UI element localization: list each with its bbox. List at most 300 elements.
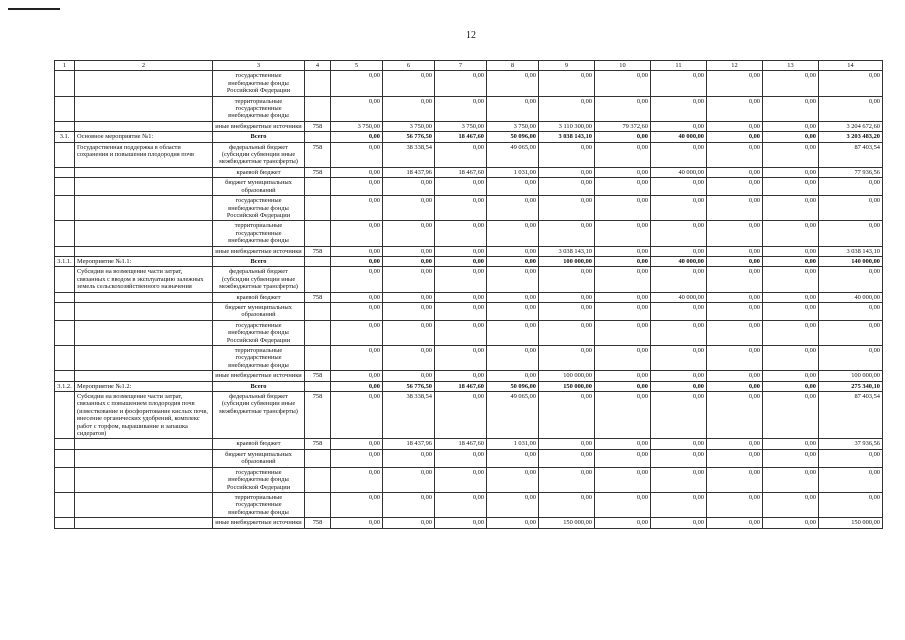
value-cell: 0,00 xyxy=(383,178,435,196)
value-cell: 0,00 xyxy=(539,178,595,196)
row-name xyxy=(75,178,213,196)
value-cell: 0,00 xyxy=(435,292,487,302)
table-row xyxy=(55,96,883,121)
row-kbk xyxy=(305,178,331,196)
value-cell: 0,00 xyxy=(819,71,883,96)
col-header: 10 xyxy=(595,61,651,71)
value-cell: 0,00 xyxy=(707,346,763,371)
row-kbk: 758 xyxy=(305,246,331,256)
value-cell: 0,00 xyxy=(435,346,487,371)
value-cell: 50 096,00 xyxy=(487,132,539,142)
value-cell: 0,00 xyxy=(539,392,595,439)
row-name xyxy=(75,518,213,528)
value-cell: 0,00 xyxy=(595,96,651,121)
value-cell: 0,00 xyxy=(763,132,819,142)
value-cell: 0,00 xyxy=(487,292,539,302)
table-row xyxy=(55,178,883,196)
value-cell: 0,00 xyxy=(487,71,539,96)
value-cell: 0,00 xyxy=(763,221,819,246)
value-cell: 0,00 xyxy=(707,492,763,517)
row-kbk: 758 xyxy=(305,371,331,381)
value-cell: 0,00 xyxy=(819,467,883,492)
row-code: 3.1. xyxy=(55,132,75,142)
row-kbk: 758 xyxy=(305,121,331,131)
value-cell: 0,00 xyxy=(383,196,435,221)
value-cell: 0,00 xyxy=(651,392,707,439)
row-kbk xyxy=(305,267,331,292)
col-header: 6 xyxy=(383,61,435,71)
value-cell: 0,00 xyxy=(595,492,651,517)
table-row xyxy=(55,518,883,528)
value-cell: 0,00 xyxy=(707,302,763,320)
value-cell: 0,00 xyxy=(819,178,883,196)
table-row xyxy=(55,302,883,320)
row-name: Мероприятие №1.1: xyxy=(75,256,213,266)
value-cell: 150 000,00 xyxy=(539,518,595,528)
col-header: 3 xyxy=(213,61,305,71)
value-cell: 0,00 xyxy=(435,467,487,492)
funding-source: иные внебюджетные источники xyxy=(213,518,305,528)
value-cell: 3 750,00 xyxy=(435,121,487,131)
value-cell: 0,00 xyxy=(595,439,651,449)
row-code xyxy=(55,492,75,517)
value-cell: 0,00 xyxy=(383,449,435,467)
value-cell: 0,00 xyxy=(763,256,819,266)
value-cell: 0,00 xyxy=(383,71,435,96)
value-cell: 0,00 xyxy=(819,196,883,221)
value-cell: 0,00 xyxy=(819,221,883,246)
value-cell: 0,00 xyxy=(707,392,763,439)
value-cell: 0,00 xyxy=(595,346,651,371)
row-kbk xyxy=(305,96,331,121)
page-number: 12 xyxy=(466,30,476,41)
row-kbk xyxy=(305,132,331,142)
value-cell: 0,00 xyxy=(539,302,595,320)
value-cell: 0,00 xyxy=(763,246,819,256)
value-cell: 0,00 xyxy=(487,267,539,292)
funding-source: государственные внебюджетные фонды Российской Федерации xyxy=(213,196,305,221)
value-cell: 0,00 xyxy=(707,196,763,221)
row-code xyxy=(55,439,75,449)
funding-source: краевой бюджет xyxy=(213,167,305,177)
value-cell: 0,00 xyxy=(383,221,435,246)
value-cell: 0,00 xyxy=(819,449,883,467)
funding-source: бюджет муниципальных образований xyxy=(213,178,305,196)
table-row xyxy=(55,346,883,371)
value-cell: 0,00 xyxy=(595,392,651,439)
funding-source: федеральный бюджет (субсидии субвенции иные межбюджетные трансферты) xyxy=(213,267,305,292)
value-cell: 56 776,50 xyxy=(383,132,435,142)
value-cell: 0,00 xyxy=(435,96,487,121)
value-cell: 79 372,60 xyxy=(595,121,651,131)
row-code xyxy=(55,167,75,177)
row-name xyxy=(75,302,213,320)
value-cell: 0,00 xyxy=(435,267,487,292)
value-cell: 0,00 xyxy=(595,167,651,177)
value-cell: 0,00 xyxy=(651,302,707,320)
value-cell: 0,00 xyxy=(651,267,707,292)
row-code xyxy=(55,467,75,492)
row-code xyxy=(55,246,75,256)
funding-source: бюджет муниципальных образований xyxy=(213,449,305,467)
value-cell: 0,00 xyxy=(707,121,763,131)
value-cell: 0,00 xyxy=(763,346,819,371)
value-cell: 0,00 xyxy=(487,371,539,381)
value-cell: 0,00 xyxy=(435,492,487,517)
value-cell: 38 338,54 xyxy=(383,392,435,439)
value-cell: 0,00 xyxy=(331,292,383,302)
header-row xyxy=(55,61,883,71)
value-cell: 0,00 xyxy=(435,142,487,167)
row-name xyxy=(75,246,213,256)
row-kbk xyxy=(305,467,331,492)
value-cell: 0,00 xyxy=(331,256,383,266)
row-kbk xyxy=(305,320,331,345)
value-cell: 0,00 xyxy=(819,96,883,121)
value-cell: 18 467,60 xyxy=(435,439,487,449)
value-cell: 0,00 xyxy=(763,371,819,381)
value-cell: 0,00 xyxy=(539,467,595,492)
value-cell: 40 000,00 xyxy=(819,292,883,302)
value-cell: 0,00 xyxy=(383,246,435,256)
value-cell: 0,00 xyxy=(539,449,595,467)
value-cell: 49 065,00 xyxy=(487,392,539,439)
table-row xyxy=(55,132,883,142)
funding-source: государственные внебюджетные фонды Российской Федерации xyxy=(213,320,305,345)
value-cell: 50 096,00 xyxy=(487,381,539,391)
row-name: Основное мероприятие №1: xyxy=(75,132,213,142)
value-cell: 0,00 xyxy=(707,132,763,142)
value-cell: 0,00 xyxy=(487,178,539,196)
col-header: 5 xyxy=(331,61,383,71)
value-cell: 0,00 xyxy=(707,246,763,256)
value-cell: 0,00 xyxy=(651,492,707,517)
value-cell: 3 750,00 xyxy=(383,121,435,131)
funding-source: иные внебюджетные источники xyxy=(213,121,305,131)
value-cell: 87 403,54 xyxy=(819,392,883,439)
row-name xyxy=(75,492,213,517)
value-cell: 0,00 xyxy=(539,292,595,302)
value-cell: 0,00 xyxy=(707,467,763,492)
value-cell: 150 000,00 xyxy=(539,381,595,391)
value-cell: 0,00 xyxy=(819,267,883,292)
value-cell: 0,00 xyxy=(819,320,883,345)
value-cell: 0,00 xyxy=(331,196,383,221)
row-kbk xyxy=(305,302,331,320)
value-cell: 0,00 xyxy=(383,346,435,371)
value-cell: 0,00 xyxy=(487,346,539,371)
value-cell: 0,00 xyxy=(435,256,487,266)
funding-source: территориальные государственные внебюджетные фонды xyxy=(213,346,305,371)
value-cell: 0,00 xyxy=(707,381,763,391)
value-cell: 0,00 xyxy=(651,467,707,492)
value-cell: 0,00 xyxy=(763,121,819,131)
value-cell: 0,00 xyxy=(595,178,651,196)
value-cell: 0,00 xyxy=(651,178,707,196)
row-kbk: 758 xyxy=(305,439,331,449)
row-name: Мероприятие №1.2: xyxy=(75,381,213,391)
top-rule xyxy=(8,8,60,10)
row-kbk: 758 xyxy=(305,518,331,528)
value-cell: 0,00 xyxy=(539,196,595,221)
row-code xyxy=(55,121,75,131)
table-row xyxy=(55,292,883,302)
row-kbk xyxy=(305,346,331,371)
value-cell: 18 437,96 xyxy=(383,439,435,449)
row-kbk xyxy=(305,256,331,266)
value-cell: 40 000,00 xyxy=(651,167,707,177)
table-row xyxy=(55,121,883,131)
value-cell: 0,00 xyxy=(651,121,707,131)
value-cell: 40 000,00 xyxy=(651,256,707,266)
value-cell: 100 000,00 xyxy=(819,371,883,381)
row-name xyxy=(75,71,213,96)
value-cell: 0,00 xyxy=(487,320,539,345)
value-cell: 0,00 xyxy=(707,256,763,266)
value-cell: 3 750,00 xyxy=(487,121,539,131)
value-cell: 0,00 xyxy=(595,256,651,266)
row-name xyxy=(75,449,213,467)
value-cell: 0,00 xyxy=(331,302,383,320)
value-cell: 0,00 xyxy=(651,439,707,449)
value-cell: 0,00 xyxy=(331,392,383,439)
table-row xyxy=(55,392,883,439)
value-cell: 0,00 xyxy=(539,221,595,246)
col-header: 14 xyxy=(819,61,883,71)
value-cell: 0,00 xyxy=(595,371,651,381)
row-kbk xyxy=(305,221,331,246)
value-cell: 0,00 xyxy=(487,221,539,246)
value-cell: 0,00 xyxy=(595,449,651,467)
value-cell: 40 000,00 xyxy=(651,132,707,142)
row-kbk xyxy=(305,381,331,391)
funding-source: Всего xyxy=(213,132,305,142)
row-code xyxy=(55,292,75,302)
row-code: 3.1.1. xyxy=(55,256,75,266)
value-cell: 140 000,00 xyxy=(819,256,883,266)
value-cell: 0,00 xyxy=(331,246,383,256)
value-cell: 0,00 xyxy=(595,246,651,256)
value-cell: 3 203 483,20 xyxy=(819,132,883,142)
value-cell: 18 467,60 xyxy=(435,167,487,177)
value-cell: 0,00 xyxy=(595,467,651,492)
value-cell: 0,00 xyxy=(383,256,435,266)
value-cell: 0,00 xyxy=(651,518,707,528)
funding-source: иные внебюджетные источники xyxy=(213,371,305,381)
value-cell: 18 467,60 xyxy=(435,381,487,391)
value-cell: 0,00 xyxy=(331,167,383,177)
value-cell: 0,00 xyxy=(383,302,435,320)
row-code xyxy=(55,178,75,196)
value-cell: 0,00 xyxy=(539,492,595,517)
value-cell: 0,00 xyxy=(435,302,487,320)
row-code xyxy=(55,71,75,96)
funding-source: территориальные государственные внебюджетные фонды xyxy=(213,492,305,517)
value-cell: 0,00 xyxy=(435,518,487,528)
value-cell: 0,00 xyxy=(763,196,819,221)
value-cell: 0,00 xyxy=(383,96,435,121)
value-cell: 0,00 xyxy=(763,320,819,345)
value-cell: 0,00 xyxy=(331,371,383,381)
row-kbk: 758 xyxy=(305,142,331,167)
col-header: 4 xyxy=(305,61,331,71)
row-code xyxy=(55,302,75,320)
value-cell: 0,00 xyxy=(383,292,435,302)
value-cell: 0,00 xyxy=(707,439,763,449)
value-cell: 0,00 xyxy=(707,320,763,345)
row-name xyxy=(75,346,213,371)
value-cell: 0,00 xyxy=(651,449,707,467)
row-kbk xyxy=(305,196,331,221)
table-row xyxy=(55,449,883,467)
value-cell: 0,00 xyxy=(383,492,435,517)
row-code xyxy=(55,371,75,381)
value-cell: 0,00 xyxy=(331,518,383,528)
funding-source: Всего xyxy=(213,381,305,391)
funding-source: бюджет муниципальных образований xyxy=(213,302,305,320)
value-cell: 100 000,00 xyxy=(539,371,595,381)
value-cell: 0,00 xyxy=(539,320,595,345)
table-row xyxy=(55,439,883,449)
table-row xyxy=(55,246,883,256)
funding-source: федеральный бюджет (субсидии субвенции иные межбюджетные трансферты) xyxy=(213,142,305,167)
value-cell: 0,00 xyxy=(651,371,707,381)
value-cell: 0,00 xyxy=(595,71,651,96)
value-cell: 0,00 xyxy=(595,142,651,167)
value-cell: 0,00 xyxy=(819,302,883,320)
value-cell: 0,00 xyxy=(487,518,539,528)
row-code xyxy=(55,518,75,528)
value-cell: 0,00 xyxy=(331,178,383,196)
value-cell: 0,00 xyxy=(763,439,819,449)
col-header: 12 xyxy=(707,61,763,71)
table-row xyxy=(55,167,883,177)
funding-source: иные внебюджетные источники xyxy=(213,246,305,256)
value-cell: 0,00 xyxy=(539,71,595,96)
row-code xyxy=(55,267,75,292)
table-row xyxy=(55,381,883,391)
row-code xyxy=(55,96,75,121)
col-header: 2 xyxy=(75,61,213,71)
value-cell: 0,00 xyxy=(763,96,819,121)
value-cell: 37 936,56 xyxy=(819,439,883,449)
value-cell: 0,00 xyxy=(651,71,707,96)
value-cell: 0,00 xyxy=(707,371,763,381)
value-cell: 0,00 xyxy=(383,371,435,381)
value-cell: 0,00 xyxy=(763,267,819,292)
value-cell: 0,00 xyxy=(487,96,539,121)
value-cell: 0,00 xyxy=(539,267,595,292)
value-cell: 0,00 xyxy=(487,256,539,266)
row-kbk: 758 xyxy=(305,392,331,439)
value-cell: 0,00 xyxy=(763,392,819,439)
value-cell: 0,00 xyxy=(651,96,707,121)
value-cell: 0,00 xyxy=(595,518,651,528)
value-cell: 3 038 143,10 xyxy=(539,246,595,256)
value-cell: 0,00 xyxy=(707,221,763,246)
value-cell: 1 031,00 xyxy=(487,167,539,177)
value-cell: 0,00 xyxy=(651,142,707,167)
table-row xyxy=(55,142,883,167)
value-cell: 18 437,96 xyxy=(383,167,435,177)
value-cell: 0,00 xyxy=(331,449,383,467)
value-cell: 56 776,50 xyxy=(383,381,435,391)
value-cell: 150 000,00 xyxy=(819,518,883,528)
funding-source: государственные внебюджетные фонды Российской Федерации xyxy=(213,467,305,492)
value-cell: 0,00 xyxy=(331,381,383,391)
value-cell: 0,00 xyxy=(763,467,819,492)
row-name: Субсидии на возмещение части затрат, связанных с вводом в эксплуатацию залежных земель сельскохозяйственного назначения xyxy=(75,267,213,292)
value-cell: 0,00 xyxy=(383,320,435,345)
value-cell: 0,00 xyxy=(435,371,487,381)
row-name xyxy=(75,467,213,492)
value-cell: 0,00 xyxy=(331,320,383,345)
value-cell: 0,00 xyxy=(435,392,487,439)
table-row xyxy=(55,492,883,517)
value-cell: 0,00 xyxy=(383,267,435,292)
row-code: 3.1.2. xyxy=(55,381,75,391)
row-code xyxy=(55,449,75,467)
row-name: Субсидии на возмещение части затрат, связанных с повышением плодородия почв (известкование и фосфоритование кислых почв, внесение органических удобрений, комплекс работ с торфом, вырашивание и запашка сидератов) xyxy=(75,392,213,439)
value-cell: 0,00 xyxy=(763,142,819,167)
row-kbk: 758 xyxy=(305,167,331,177)
value-cell: 0,00 xyxy=(595,267,651,292)
value-cell: 0,00 xyxy=(707,178,763,196)
value-cell: 0,00 xyxy=(331,467,383,492)
value-cell: 3 110 300,00 xyxy=(539,121,595,131)
value-cell: 0,00 xyxy=(595,381,651,391)
value-cell: 0,00 xyxy=(651,221,707,246)
value-cell: 0,00 xyxy=(763,302,819,320)
col-header: 8 xyxy=(487,61,539,71)
value-cell: 0,00 xyxy=(595,221,651,246)
row-name xyxy=(75,320,213,345)
row-name: Государственная поддержка в области сохранения и повышения плодородия почв xyxy=(75,142,213,167)
value-cell: 0,00 xyxy=(707,267,763,292)
value-cell: 0,00 xyxy=(487,196,539,221)
value-cell: 0,00 xyxy=(595,320,651,345)
funding-source: краевой бюджет xyxy=(213,292,305,302)
budget-table xyxy=(54,60,883,529)
value-cell: 77 936,56 xyxy=(819,167,883,177)
row-kbk xyxy=(305,71,331,96)
value-cell: 0,00 xyxy=(487,302,539,320)
table-row xyxy=(55,256,883,266)
col-header: 7 xyxy=(435,61,487,71)
value-cell: 0,00 xyxy=(487,492,539,517)
value-cell: 0,00 xyxy=(763,178,819,196)
value-cell: 100 000,00 xyxy=(539,256,595,266)
value-cell: 0,00 xyxy=(595,302,651,320)
value-cell: 0,00 xyxy=(383,467,435,492)
value-cell: 0,00 xyxy=(595,196,651,221)
table-row xyxy=(55,196,883,221)
row-code xyxy=(55,346,75,371)
row-name xyxy=(75,121,213,131)
funding-source: территориальные государственные внебюджетные фонды xyxy=(213,96,305,121)
value-cell: 0,00 xyxy=(763,381,819,391)
value-cell: 0,00 xyxy=(539,142,595,167)
value-cell: 0,00 xyxy=(435,196,487,221)
row-code xyxy=(55,196,75,221)
row-name xyxy=(75,221,213,246)
value-cell: 0,00 xyxy=(435,178,487,196)
value-cell: 0,00 xyxy=(435,449,487,467)
value-cell: 0,00 xyxy=(651,381,707,391)
value-cell: 0,00 xyxy=(435,71,487,96)
row-name xyxy=(75,196,213,221)
value-cell: 0,00 xyxy=(763,492,819,517)
